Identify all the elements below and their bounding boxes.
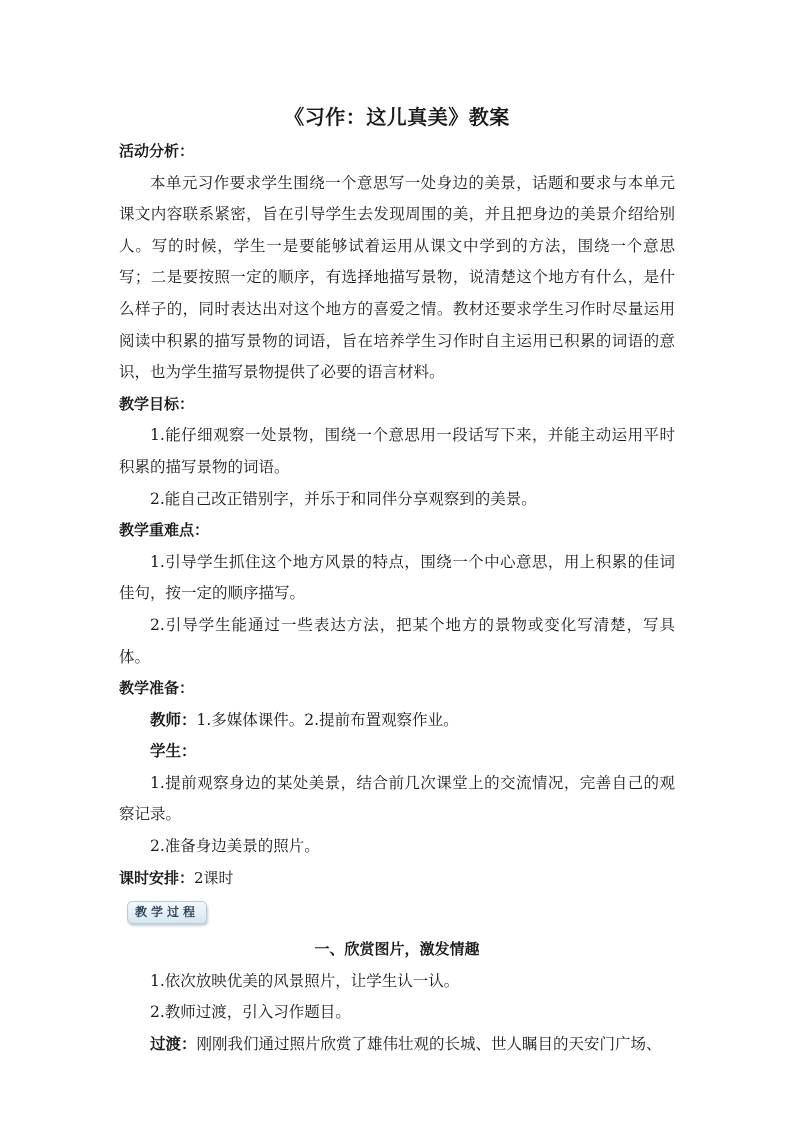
key-point-item: 2.引导学生能通过一些表达方法，把某个地方的景物或变化写清楚，写具体。 <box>119 615 675 666</box>
teacher-preparation <box>119 705 675 737</box>
preparation-heading: 教学准备： <box>119 679 195 698</box>
part-one-title: 一、欣赏图片，激发情趣 <box>314 940 480 959</box>
goals-heading: 教学目标： <box>119 394 195 413</box>
student-item: 1.提前观察身边的某处美景，结合前几次课堂上的交流情况，完善自己的观察记录。 <box>119 773 675 824</box>
document-body <box>119 96 675 1061</box>
schedule-line <box>119 863 675 895</box>
process-badge: 教学过程 <box>127 901 207 924</box>
transition-text: 刚刚我们通过照片欣赏了雄伟壮观的长城、世人瞩目的天安门广场、 <box>196 1035 662 1054</box>
schedule-label: 课时安排： <box>119 868 195 887</box>
key-points-heading: 教学重难点： <box>119 521 210 540</box>
student-label: 学生： <box>150 742 197 761</box>
student-preparation <box>119 736 675 768</box>
transition-paragraph <box>119 1029 675 1061</box>
page-title: 《习作：这儿真美》教案 <box>284 105 510 129</box>
goal-item: 2.能自己改正错别字，并乐于和同伴分享观察到的美景。 <box>150 489 537 508</box>
schedule-value: 2课时 <box>194 868 234 887</box>
process-badge-row <box>119 894 675 934</box>
teacher-text: 1.多媒体课件。2.提前布置观察作业。 <box>196 710 459 729</box>
analysis-heading: 活动分析： <box>119 142 195 160</box>
key-point-item: 1.引导学生抓住这个地方风景的特点，围绕一个中心意思，用上积累的佳词佳句，按一定的顺序描写。 <box>119 552 675 603</box>
analysis-paragraph: 本单元习作要求学生围绕一个意思写一处身边的美景，话题和要求与本单元课文内容联系紧密，旨在引导学生去发现周围的美，并且把身边的美景介绍给别人。写的时候，学生一是要能够试着运用从课文中学到的方法，围绕一个意思写；二是要按照一定的顺序，有选择地描写景物，说清楚这个地方有什么，是什么样子的，同时表达出对这个地方的喜爱之情。教材还要求学生习作时尽量运用阅读中积累的描写景物的词语，旨在培养学生习作时自主运用已积累的词语的意识，也为学生描写景物提供了必要的语言材料。 <box>119 173 675 382</box>
part-one-item: 1.依次放映优美的风景照片，让学生认一认。 <box>150 971 460 990</box>
teacher-label: 教师： <box>150 710 197 729</box>
transition-label: 过渡： <box>150 1035 197 1054</box>
goal-item: 1.能仔细观察一处景物，围绕一个意思用一段话写下来，并能主动运用平时积累的描写景物的词语。 <box>119 426 675 476</box>
student-item: 2.准备身边美景的照片。 <box>150 837 320 856</box>
part-one-item: 2.教师过渡，引入习作题目。 <box>150 1003 351 1022</box>
